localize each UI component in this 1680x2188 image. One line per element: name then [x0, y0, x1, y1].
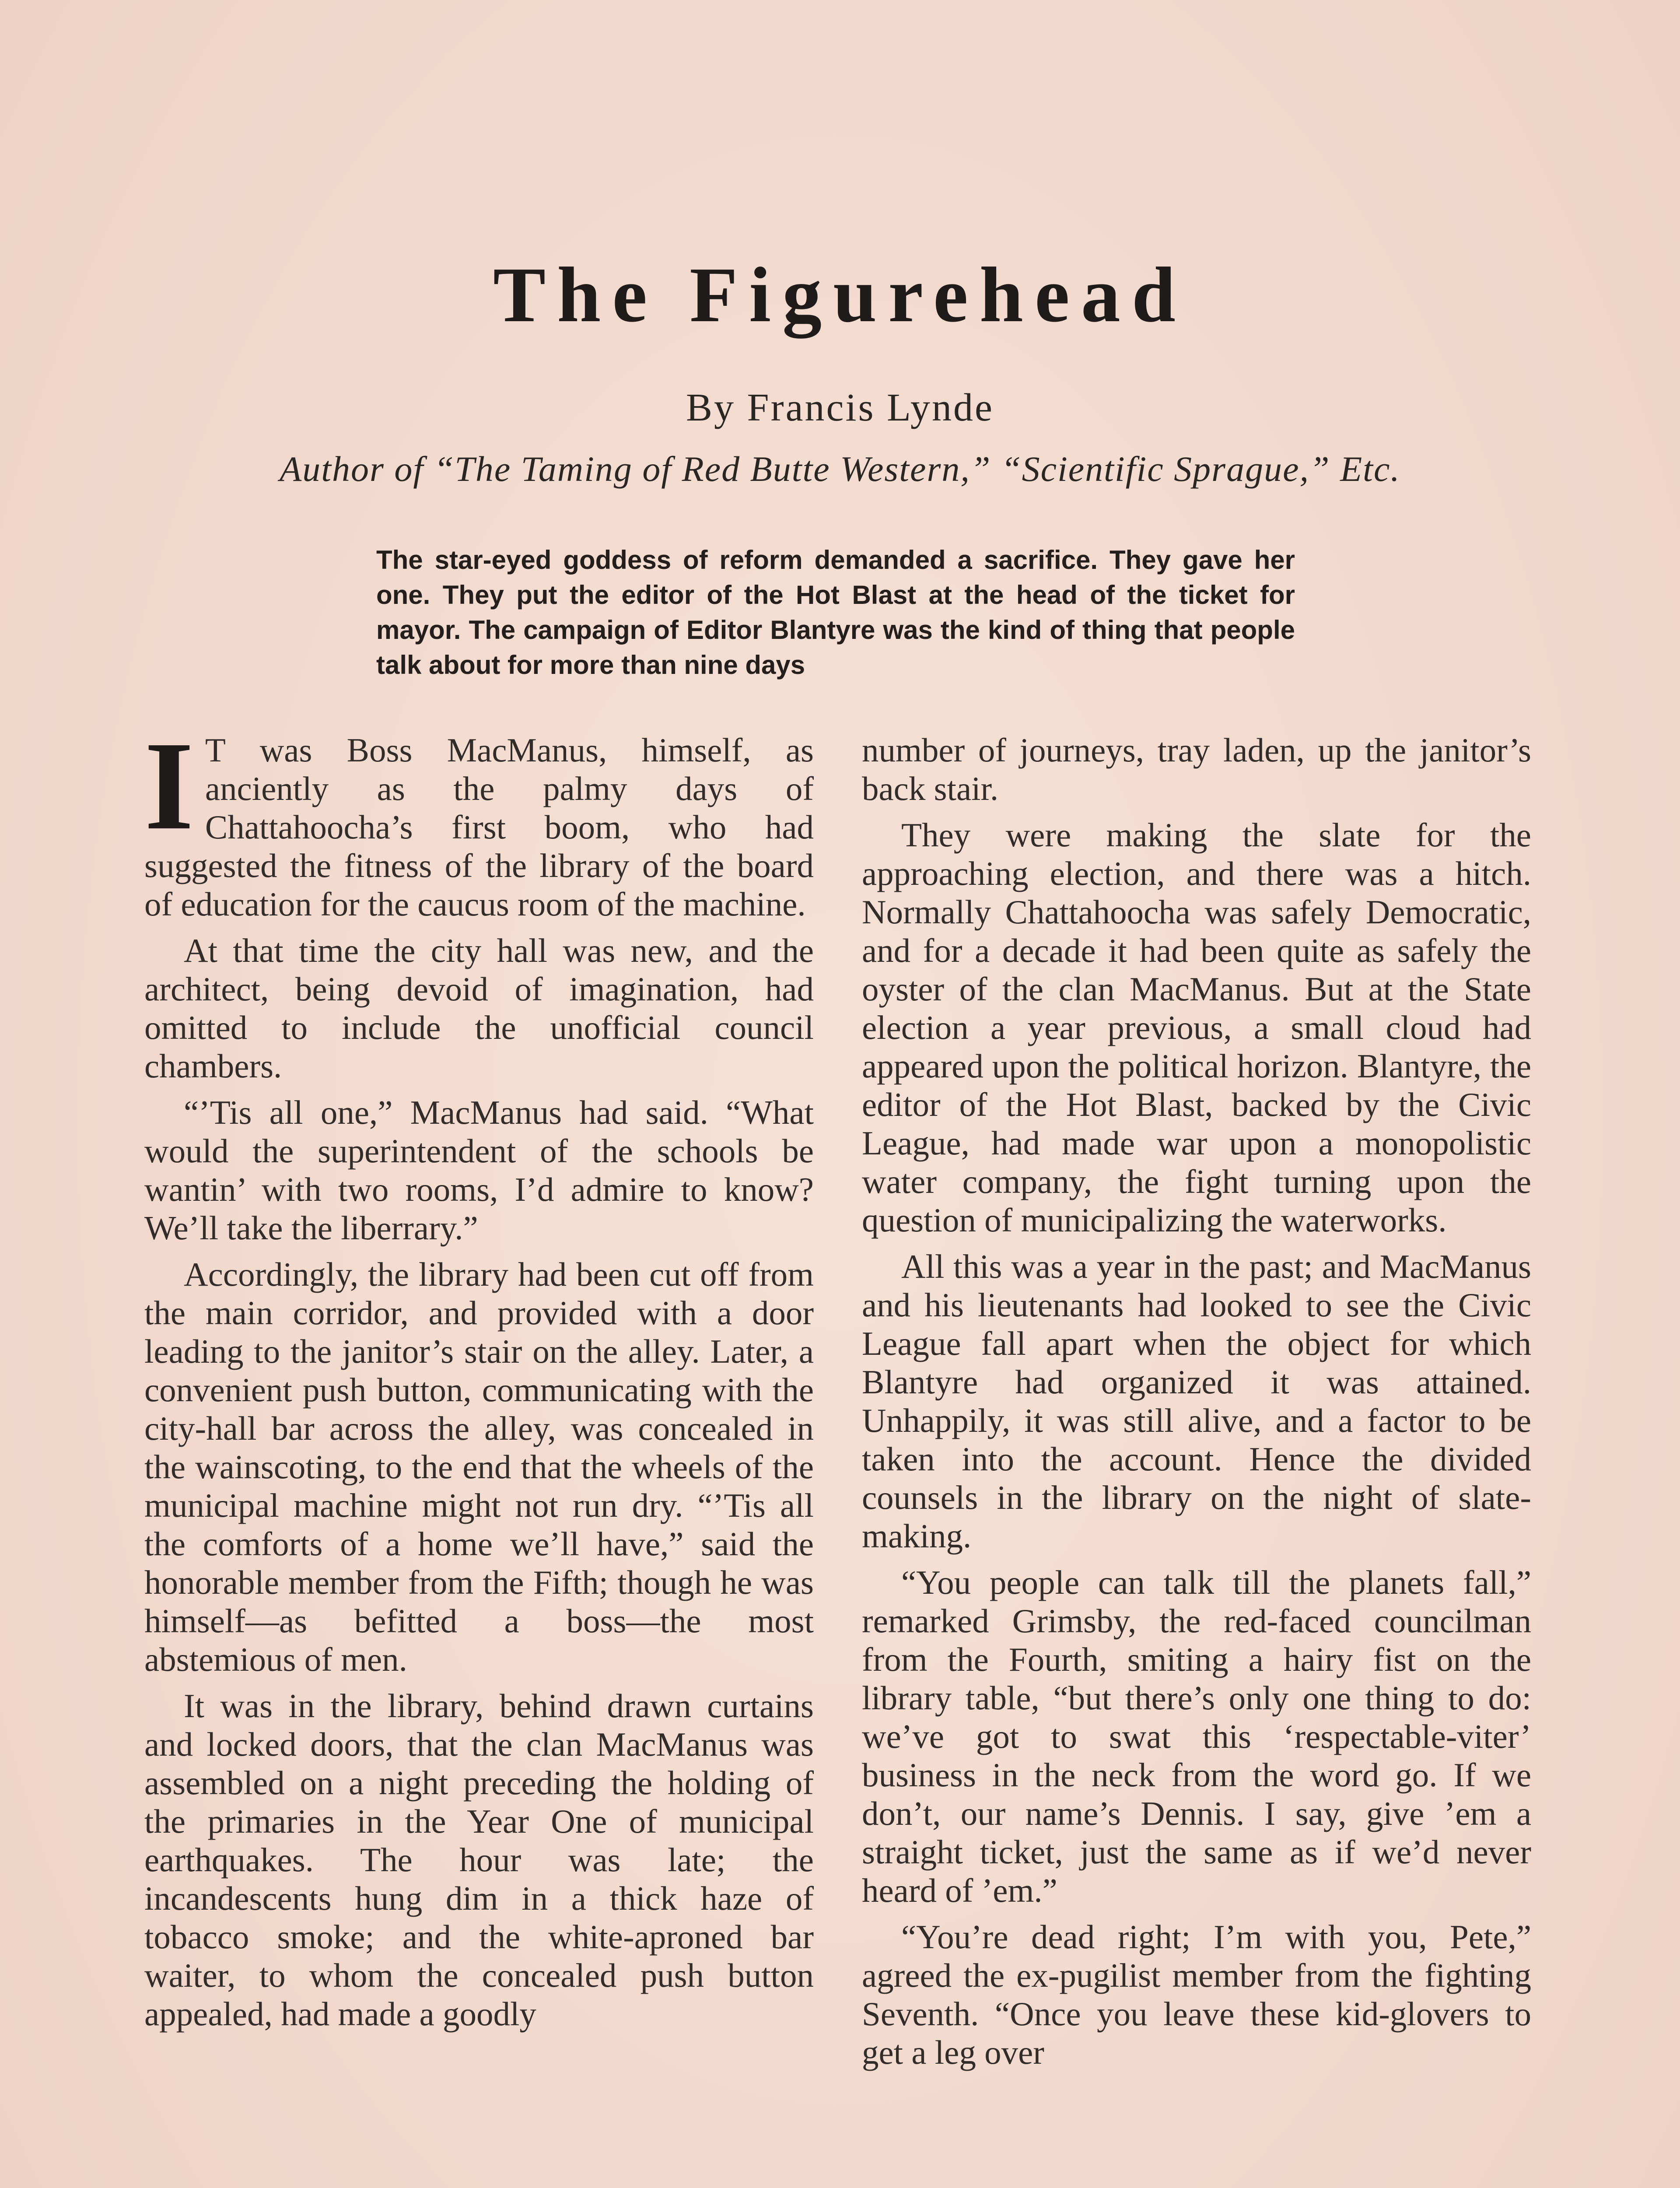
body-paragraph: All this was a year in the past; and MacManus and his lieutenants had looked to see the Civic League fall apart when the object for which Blantyre had organized it was attained. Unhappily, it was still alive, and a factor to be taken into the account. Hence the divided counsels in the library on the night of slate-making. [862, 1248, 1531, 1555]
right-column [862, 731, 1531, 2079]
body-paragraph: It was in the library, behind drawn curtains and locked doors, that the clan MacManus was assembled on a night preceding the holding of the primaries in the Year One of municipal earthquakes. The hour was late; the incandescents hung dim in a thick haze of tobacco smoke; and the white-aproned bar waiter, to whom the concealed push button appealed, had made a goodly [144, 1687, 814, 2033]
drop-cap: I [144, 715, 194, 856]
article-title: The Figurehead [493, 251, 1187, 338]
author-credits: Author of “The Taming of Red Butte Western,” “Scientific Sprague,” Etc. [280, 449, 1400, 489]
body-paragraph: At that time the city hall was new, and the architect, being devoid of imagination, had omitted to include the unofficial council chambers. [144, 932, 814, 1085]
body-paragraph [144, 715, 814, 923]
paragraph-text: T was Boss MacManus, himself, as anciently as the palmy days of Chattahoocha’s first boom, who had suggested the fitness of the library of the board of education for the caucus room of the machine. [144, 731, 814, 923]
body-paragraph: Accordingly, the library had been cut off from the main corridor, and provided with a door leading to the janitor’s stair on the alley. Later, a convenient push button, communicating with the city-hall bar across the alley, was concealed in the wainscoting, to the end that the wheels of the municipal machine might not run dry. “’Tis all the comforts of a home we’ll have,” said the honorable member from the Fifth; though he was himself—as befitted a boss—the most abstemious of men. [144, 1255, 814, 1678]
body-paragraph: They were making the slate for the approaching election, and there was a hitch. Normally Chattahoocha was safely Democratic, and for a decade it had been quite as safely the oyster of the clan MacManus. But at the State election a year previous, a small cloud had appeared upon the political horizon. Blantyre, the editor of the Hot Blast, backed by the Civic League, had made war upon a monopolistic water company, the fight turning upon the question of municipalizing the waterworks. [862, 816, 1531, 1239]
body-paragraph: “You people can talk till the planets fall,” remarked Grimsby, the red-faced councilman from the Fourth, smiting a hairy fist on the library table, “but there’s only one thing to do: we’ve got to swat this ‘respectable-viter’ business in the neck from the word go. If we don’t, our name’s Dennis. I say, give ’em a straight ticket, just the same as if we’d never heard of ’em.” [862, 1564, 1531, 1909]
left-column [144, 715, 814, 2041]
body-paragraph: “You’re dead right; I’m with you, Pete,” agreed the ex-pugilist member from the fighting Seventh. “Once you leave these kid-glovers to get a leg over [862, 1918, 1531, 2071]
body-paragraph: number of journeys, tray laden, up the janitor’s back stair. [862, 731, 1531, 807]
lead-paragraph: The star-eyed goddess of reform demanded a sacrifice. They gave her one. They put the editor of the Hot Blast at the head of the ticket for mayor. The campaign of Editor Blantyre was the kind of thing that people talk about for more than nine days [376, 545, 1295, 680]
article-byline: By Francis Lynde [686, 386, 994, 429]
body-paragraph: “’Tis all one,” MacManus had said. “What would the superintendent of the schools be wantin’ with two rooms, I’d admire to know? We’ll take the liberrary.” [144, 1094, 814, 1247]
